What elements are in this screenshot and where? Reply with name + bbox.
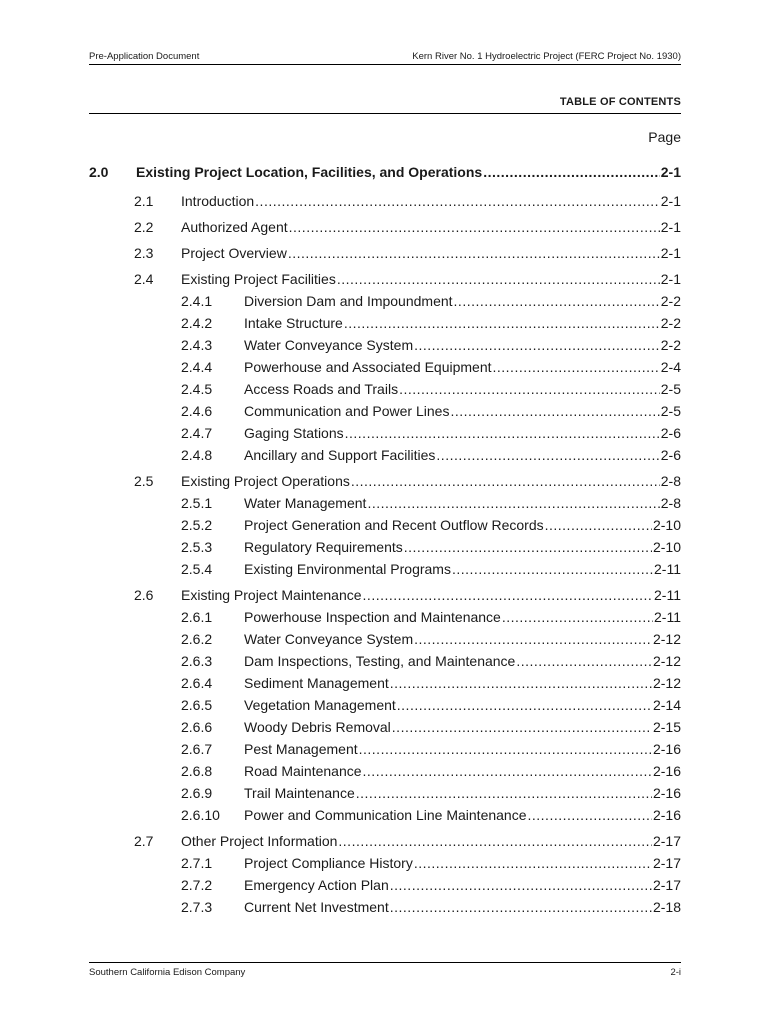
- toc-entry[interactable]: [89, 312, 681, 334]
- toc-dot-leader: [390, 874, 652, 896]
- toc-dot-leader: [414, 334, 660, 356]
- toc-entry-page: 2-1: [660, 193, 681, 209]
- toc-dot-leader: [483, 160, 660, 184]
- toc-entry-title: Intake Structure: [244, 315, 343, 331]
- toc-entry-number: 2.5.4: [181, 561, 213, 577]
- toc-entry-page: 2-4: [660, 359, 681, 375]
- toc-entry[interactable]: [89, 290, 681, 312]
- toc-entry[interactable]: [89, 470, 681, 492]
- toc-dot-leader: [337, 268, 660, 290]
- toc-dot-leader: [502, 606, 653, 628]
- toc-entry-page: 2-6: [660, 425, 681, 441]
- toc-entry[interactable]: [89, 760, 681, 782]
- toc-entry-page: 2-12: [652, 675, 681, 691]
- page-footer: [89, 962, 681, 978]
- toc-entry[interactable]: [89, 334, 681, 356]
- toc-dot-leader: [351, 470, 660, 492]
- toc-entry[interactable]: [89, 830, 681, 852]
- toc-dot-leader: [344, 312, 660, 334]
- toc-entry-number: 2.4.1: [181, 293, 213, 309]
- toc-dot-leader: [392, 716, 652, 738]
- toc-entry-title: Existing Project Operations: [181, 473, 350, 489]
- toc-entry-title: Woody Debris Removal: [244, 719, 391, 735]
- toc-entry-title: Project Compliance History: [244, 855, 413, 871]
- toc-entry-page: 2-2: [660, 293, 681, 309]
- toc-dot-leader: [397, 694, 652, 716]
- toc-dot-leader: [345, 422, 660, 444]
- toc-dot-leader: [404, 536, 652, 558]
- toc-entry-number: 2.1: [134, 193, 154, 209]
- toc-entry-number: 2.5.3: [181, 539, 213, 555]
- toc-entry-page: 2-1: [660, 271, 681, 287]
- toc-entry-number: 2.6: [134, 587, 154, 603]
- toc-entry-title: Existing Environmental Programs: [244, 561, 451, 577]
- toc-entry-number: 2.2: [134, 219, 154, 235]
- toc-entry-page: 2-6: [660, 447, 681, 463]
- toc-dot-leader: [414, 852, 652, 874]
- toc-entry-number: 2.5.2: [181, 517, 213, 533]
- toc-entry-number: 2.4.5: [181, 381, 213, 397]
- toc-entry-number: 2.6.2: [181, 631, 213, 647]
- toc-entry-title: Existing Project Location, Facilities, and Operations: [136, 164, 483, 180]
- toc-dot-leader: [493, 356, 660, 378]
- toc-dot-leader: [436, 444, 659, 466]
- toc-dot-leader: [356, 782, 652, 804]
- toc-entry-page: 2-8: [660, 495, 681, 511]
- toc-entry[interactable]: [89, 216, 681, 238]
- toc-entry[interactable]: [89, 628, 681, 650]
- toc-entry-page: 2-17: [652, 855, 681, 871]
- toc-entry-page: 2-11: [654, 609, 681, 625]
- toc-entry-page: 2-1: [660, 219, 681, 235]
- toc-entry-page: 2-1: [660, 164, 681, 180]
- toc-entry[interactable]: [89, 852, 681, 874]
- toc-entry-number: 2.6.3: [181, 653, 213, 669]
- toc-entry-number: 2.5.1: [181, 495, 213, 511]
- toc-entry-number: 2.6.6: [181, 719, 213, 735]
- toc-dot-leader: [414, 628, 652, 650]
- toc-entry-title: Diversion Dam and Impoundment: [244, 293, 453, 309]
- header-project-name: Kern River No. 1 Hydroelectric Project (FERC Project No. 1930): [412, 51, 681, 62]
- toc-entry[interactable]: [89, 584, 681, 606]
- toc-dot-leader: [359, 738, 652, 760]
- toc-entry-page: 2-14: [652, 697, 681, 713]
- toc-entry-page: 2-10: [652, 517, 681, 533]
- toc-entry-page: 2-16: [652, 741, 681, 757]
- toc-dot-leader: [454, 290, 660, 312]
- toc-entry-title: Gaging Stations: [244, 425, 344, 441]
- toc-entry-number: 2.6.10: [181, 807, 220, 823]
- toc-dot-leader: [399, 378, 660, 400]
- toc-entry[interactable]: [89, 536, 681, 558]
- toc-entry[interactable]: [89, 650, 681, 672]
- toc-entry-number: 2.6.5: [181, 697, 213, 713]
- toc-entry-title: Road Maintenance: [244, 763, 362, 779]
- header-document-type: Pre-Application Document: [89, 51, 200, 62]
- toc-entry-title: Introduction: [181, 193, 255, 209]
- toc-entry-title: Powerhouse and Associated Equipment: [244, 359, 492, 375]
- toc-entry-title: Ancillary and Support Facilities: [244, 447, 436, 463]
- toc-entry-title: Existing Project Maintenance: [181, 587, 362, 603]
- toc-entry-title: Sediment Management: [244, 675, 389, 691]
- toc-entry[interactable]: [89, 738, 681, 760]
- toc-entry-page: 2-2: [660, 337, 681, 353]
- toc-entry-number: 2.4.3: [181, 337, 213, 353]
- toc-entry-page: 2-17: [652, 833, 681, 849]
- toc-entry-number: 2.6.8: [181, 763, 213, 779]
- toc-entry-page: 2-16: [652, 785, 681, 801]
- toc-entry-title: Pest Management: [244, 741, 358, 757]
- toc-entry-title: Other Project Information: [181, 833, 338, 849]
- toc-entry-title: Existing Project Facilities: [181, 271, 336, 287]
- toc-entry-title: Communication and Power Lines: [244, 403, 450, 419]
- toc-entry-number: 2.4.4: [181, 359, 213, 375]
- toc-entry[interactable]: [89, 160, 681, 186]
- toc-entry-page: 2-11: [654, 587, 681, 603]
- toc-entry-title: Project Overview: [181, 245, 287, 261]
- toc-entry-number: 2.5: [134, 473, 154, 489]
- toc-entry-page: 2-16: [652, 807, 681, 823]
- toc-dot-leader: [363, 584, 653, 606]
- toc-entry-page: 2-5: [660, 381, 681, 397]
- toc-entry-title: Current Net Investment: [244, 899, 389, 915]
- toc-entry-page: 2-12: [652, 653, 681, 669]
- toc-entry-page: 2-11: [654, 561, 681, 577]
- toc-dot-leader: [450, 400, 659, 422]
- toc-entry-page: 2-18: [652, 899, 681, 915]
- toc-entry-title: Vegetation Management: [244, 697, 396, 713]
- toc-entry-page: 2-17: [652, 877, 681, 893]
- toc-entry[interactable]: [89, 896, 681, 918]
- toc-entry-title: Trail Maintenance: [244, 785, 355, 801]
- footer-company: Southern California Edison Company: [89, 967, 246, 978]
- toc-entry-title: Water Conveyance System: [244, 631, 414, 647]
- toc-dot-leader: [363, 760, 652, 782]
- toc-title: TABLE OF CONTENTS: [559, 96, 681, 108]
- toc-entry-page: 2-2: [660, 315, 681, 331]
- toc-entry-number: 2.7.2: [181, 877, 213, 893]
- toc-entry[interactable]: [89, 514, 681, 536]
- toc-entry-title: Emergency Action Plan: [244, 877, 389, 893]
- toc-entry[interactable]: [89, 242, 681, 264]
- toc-entry-number: 2.7.3: [181, 899, 213, 915]
- toc-entry-number: 2.4: [134, 271, 154, 287]
- toc-entry-title: Dam Inspections, Testing, and Maintenance: [244, 653, 516, 669]
- toc-entry[interactable]: [89, 716, 681, 738]
- toc-entry-title: Water Management: [244, 495, 367, 511]
- toc-entry-number: 2.7: [134, 833, 154, 849]
- toc-entry[interactable]: [89, 378, 681, 400]
- toc-entry[interactable]: [89, 558, 681, 580]
- toc-dot-leader: [516, 650, 652, 672]
- toc-dot-leader: [289, 216, 660, 238]
- toc-entry-number: 2.6.9: [181, 785, 213, 801]
- toc-entry-page: 2-5: [660, 403, 681, 419]
- toc-entry-number: 2.7.1: [181, 855, 213, 871]
- toc-entry-number: 2.4.6: [181, 403, 213, 419]
- toc-entry-number: 2.4.8: [181, 447, 213, 463]
- toc-entry-page: 2-16: [652, 763, 681, 779]
- toc-dot-leader: [390, 896, 652, 918]
- toc-entry-number: 2.6.4: [181, 675, 213, 691]
- toc-entry-page: 2-1: [660, 245, 681, 261]
- toc-entry-page: 2-12: [652, 631, 681, 647]
- toc-entry-title: Project Generation and Recent Outflow Records: [244, 517, 544, 533]
- toc-dot-leader: [545, 514, 652, 536]
- toc-entry[interactable]: [89, 422, 681, 444]
- toc-entry-number: 2.6.1: [181, 609, 213, 625]
- toc-entry-title: Powerhouse Inspection and Maintenance: [244, 609, 501, 625]
- toc-entry[interactable]: [89, 694, 681, 716]
- table-of-contents: [89, 160, 681, 918]
- toc-entry[interactable]: [89, 606, 681, 628]
- toc-entry-number: 2.0: [89, 164, 109, 180]
- toc-entry[interactable]: [89, 804, 681, 826]
- toc-dot-leader: [528, 804, 652, 826]
- toc-entry-number: 2.3: [134, 245, 154, 261]
- toc-dot-leader: [390, 672, 652, 694]
- toc-entry-number: 2.4.2: [181, 315, 213, 331]
- toc-dot-leader: [367, 492, 659, 514]
- toc-entry-title: Regulatory Requirements: [244, 539, 403, 555]
- toc-dot-leader: [338, 830, 652, 852]
- toc-entry[interactable]: [89, 782, 681, 804]
- toc-entry[interactable]: [89, 672, 681, 694]
- page-header: [89, 44, 681, 65]
- toc-entry-title: Access Roads and Trails: [244, 381, 399, 397]
- footer-page-number: 2-i: [670, 967, 681, 978]
- toc-dot-leader: [452, 558, 653, 580]
- toc-entry[interactable]: [89, 190, 681, 212]
- toc-entry-page: 2-15: [652, 719, 681, 735]
- page-column-label: Page: [648, 129, 681, 145]
- toc-entry-title: Authorized Agent: [181, 219, 288, 235]
- toc-entry[interactable]: [89, 874, 681, 896]
- toc-entry[interactable]: [89, 492, 681, 514]
- toc-entry-title: Power and Communication Line Maintenance: [244, 807, 527, 823]
- toc-entry-number: 2.4.7: [181, 425, 213, 441]
- toc-title-rule: [89, 113, 681, 114]
- toc-entry[interactable]: [89, 444, 681, 466]
- toc-entry[interactable]: [89, 400, 681, 422]
- toc-entry-title: Water Conveyance System: [244, 337, 414, 353]
- toc-dot-leader: [288, 242, 660, 264]
- toc-entry-page: 2-10: [652, 539, 681, 555]
- toc-entry-page: 2-8: [660, 473, 681, 489]
- toc-entry[interactable]: [89, 356, 681, 378]
- toc-entry[interactable]: [89, 268, 681, 290]
- toc-dot-leader: [255, 190, 660, 212]
- toc-entry-number: 2.6.7: [181, 741, 213, 757]
